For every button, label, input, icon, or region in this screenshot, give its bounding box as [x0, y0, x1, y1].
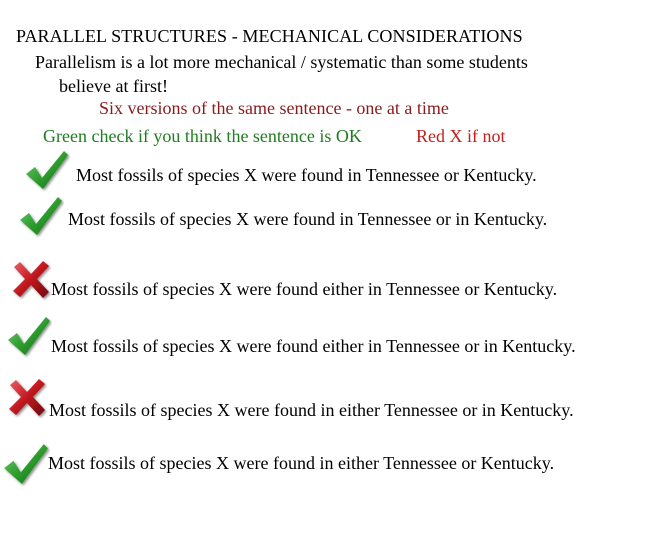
green-check-icon: [18, 193, 64, 239]
green-check-icon: [24, 148, 70, 192]
red-x-icon: [10, 259, 52, 301]
sentence-6: Most fossils of species X were found in either Tennessee or Kentucky.: [48, 453, 555, 473]
sentence-4: Most fossils of species X were found either in Tennessee or in Kentucky.: [51, 336, 576, 356]
red-x-icon: [6, 377, 48, 419]
green-check-icon: [6, 313, 52, 359]
intro-line-2: believe at first!: [59, 76, 168, 96]
sentence-5: Most fossils of species X were found in either Tennessee or in Kentucky.: [49, 400, 574, 420]
sentence-2: Most fossils of species X were found in Tennessee or in Kentucky.: [68, 209, 548, 229]
intro-line-1: Parallelism is a lot more mechanical / systematic than some students: [35, 52, 528, 72]
page-title: PARALLEL STRUCTURES - MECHANICAL CONSIDERATIONS: [16, 26, 523, 46]
sentence-3: Most fossils of species X were found either in Tennessee or Kentucky.: [51, 279, 558, 299]
sentence-1: Most fossils of species X were found in Tennessee or Kentucky.: [76, 165, 537, 185]
subtitle: Six versions of the same sentence - one at a time: [99, 98, 449, 118]
green-check-icon: [2, 440, 50, 488]
legend-red-x: Red X if not: [416, 126, 506, 146]
legend-green-check: Green check if you think the sentence is OK: [43, 126, 362, 146]
